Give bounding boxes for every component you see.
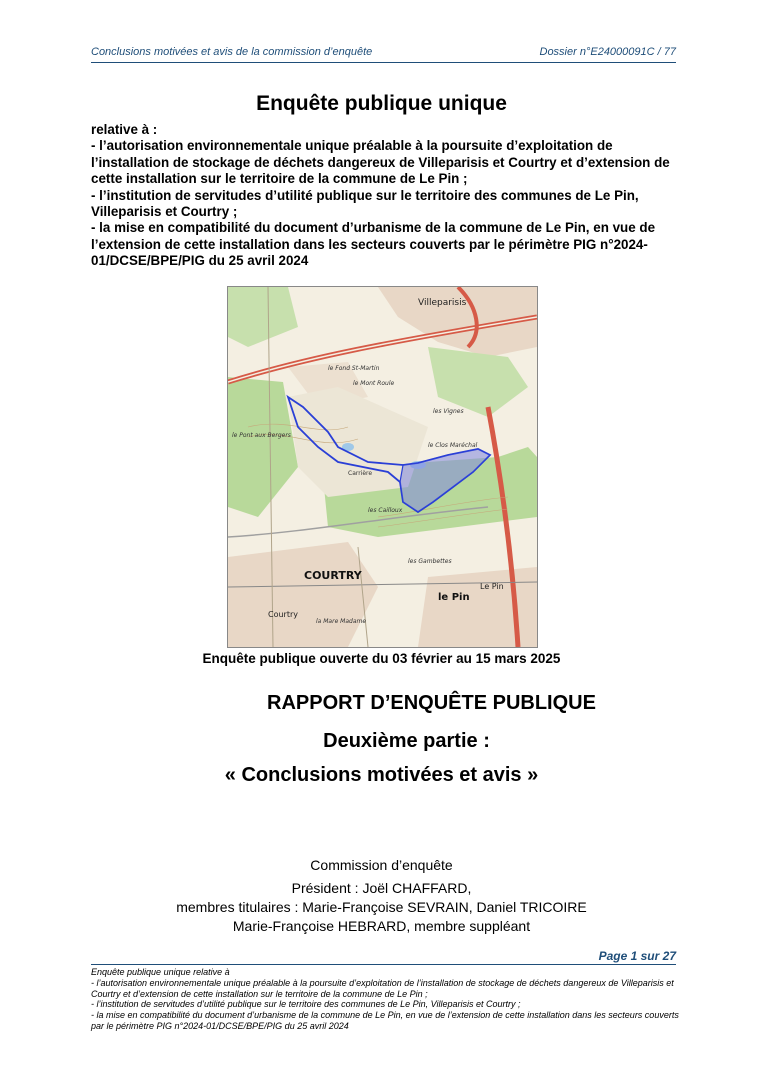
map-label-les-vignes: les Vignes (433, 408, 464, 415)
site-map (227, 286, 538, 648)
urban-courtry (228, 542, 378, 647)
report-title: RAPPORT D’ENQUÊTE PUBLIQUE (267, 692, 596, 714)
intro-block (91, 122, 681, 270)
map-label-courtry-small: Courtry (268, 610, 298, 619)
inquiry-dates: Enquête publique ouverte du 03 février au 15 mars 2025 (202, 651, 561, 666)
map-label-pont-aux-bergers: le Pont aux Bergers (232, 432, 291, 439)
commission-members: membres titulaires : Marie-Françoise SEVRAIN, Daniel TRICOIRE (176, 899, 587, 915)
page-number: Page 1 sur 27 (598, 949, 676, 963)
footer (91, 967, 679, 1032)
footer-line-4: - la mise en compatibilité du document d’urbanisme de la commune de Le Pin, en vue de l’extension de cette installation dans les secteurs couverts par le périmètre PIG n°2024-01/DCSE/BPE/PIG du 25 avril 2024 (91, 1010, 679, 1031)
header-right: Dossier n°E24000091C / 77 (539, 46, 676, 58)
map-label-fond-st-martin: le Fond St-Martin (328, 365, 380, 372)
intro-lead: relative à : (91, 122, 158, 137)
header-rule (91, 62, 676, 63)
commission-substitute: Marie-Françoise HEBRARD, membre suppléant (232, 918, 531, 934)
map-label-le-pin-big: le Pin (438, 592, 470, 603)
map-label-les-gambettes: les Gambettes (408, 558, 452, 565)
map-label-villeparisis: Villeparisis (418, 298, 467, 308)
footer-line-1: Enquête publique unique relative à (91, 967, 230, 977)
intro-item-2: - l’institution de servitudes d’utilité publique sur le territoire des communes de Le Pin, Villeparisis et Courtry ; (91, 187, 639, 220)
page-title: Enquête publique unique (256, 92, 507, 115)
map-label-carriere: Carrière (348, 470, 373, 477)
footer-line-3: - l’institution de servitudes d’utilité publique sur le territoire des communes de Le Pin, Villeparisis et Courtry ; (91, 999, 521, 1010)
map-label-la-mare: la Mare Madame (316, 618, 367, 625)
footer-rule (91, 964, 676, 965)
intro-item-1: - l’autorisation environnementale unique préalable à la poursuite d’exploitation de l’installation de stockage de déchets dangereux de Villeparisis et Courtry et d’extension de cette installation sur le territoire de la commune de Le Pin ; (91, 138, 670, 187)
map-label-mont-roule: le Mont Roule (353, 380, 395, 387)
header-left: Conclusions motivées et avis de la commission d’enquête (91, 46, 373, 58)
map-label-clos-marechal: le Clos Maréchal (428, 442, 478, 449)
map-label-les-cailloux: les Cailloux (368, 507, 403, 514)
commission-heading: Commission d’enquête (310, 857, 453, 873)
commission-president: Président : Joël CHAFFARD, (291, 880, 472, 896)
footer-line-2: - l’autorisation environnementale unique préalable à la poursuite d’exploitation de l’installation de stockage de déchets dangereux de Villeparisis et Courtry et d’extension de cette installation sur le territoire de la commune de Le Pin ; (91, 977, 674, 999)
report-part: Deuxième partie : (323, 730, 490, 752)
commission-block (0, 856, 763, 936)
report-subtitle: « Conclusions motivées et avis » (224, 764, 539, 786)
map-label-le-pin-small: Le Pin (480, 582, 504, 591)
intro-item-3: - la mise en compatibilité du document d’urbanisme de la commune de Le Pin, en vue de l’extension de cette installation dans les secteurs couverts par le périmètre PIG n°2024-01/DCSE/BPE/PIG du 25 avril 2024 (91, 220, 656, 269)
map-label-courtry-big: COURTRY (304, 569, 362, 582)
